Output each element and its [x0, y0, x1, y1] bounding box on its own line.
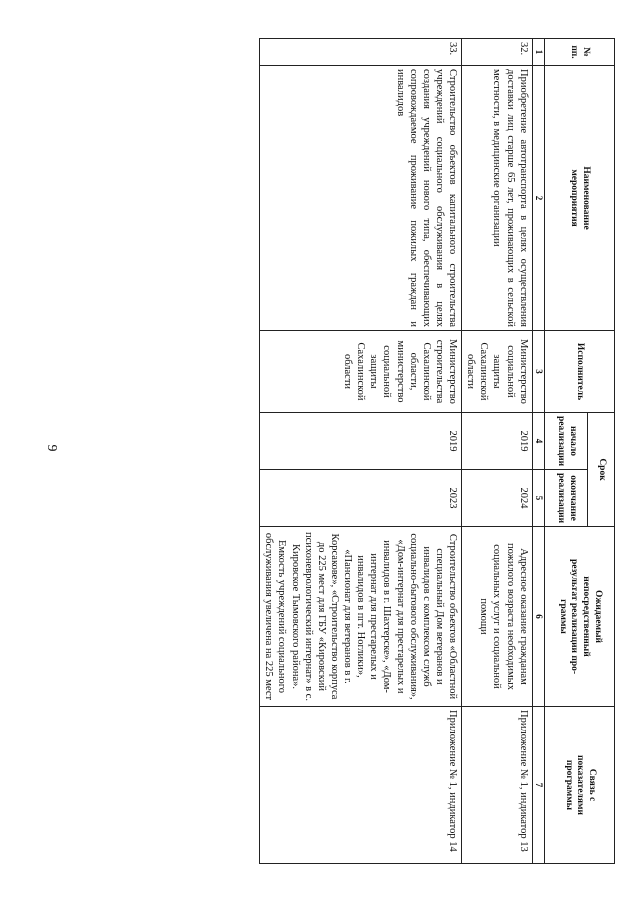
- table-row: [462, 39, 533, 864]
- column-number: 7: [532, 707, 544, 864]
- header-link: Связь с показателями программы: [545, 707, 615, 864]
- column-number: 6: [532, 527, 544, 707]
- header-num: № пп.: [545, 39, 615, 66]
- column-number: 2: [532, 66, 544, 331]
- header-end: окончание реализации: [545, 470, 588, 527]
- row-executor: Министерство строительства Сахалинской области, министерство социальной защиты Сахалинской области: [260, 331, 462, 413]
- header-executor: Исполнитель: [545, 331, 615, 413]
- header-result: Ожидаемый непосредственный результат реализации про- граммы: [545, 527, 615, 707]
- program-measures-table: [259, 38, 615, 864]
- column-number: 5: [532, 470, 544, 527]
- header-start: начало реализации: [545, 413, 588, 470]
- row-result: Адресное оказание гражданам пожилого возраста необходимых социальных услуг и социальной помощи: [462, 527, 533, 707]
- row-name: Строительство объектов капитального строительства учреждений социального обслуживания в целях создания учреждений нового типа, обеспечивающих сопровождаемое проживание пожилых граждан и инвалидов: [260, 66, 462, 331]
- row-link: Приложение № 1, индикатор 14: [260, 707, 462, 864]
- column-number: 4: [532, 413, 544, 470]
- row-start: 2019: [260, 413, 462, 470]
- column-number-row: [532, 39, 544, 864]
- rotated-sheet: [90, 38, 615, 863]
- row-num: 32.: [462, 39, 533, 66]
- table-wrapper: [90, 38, 615, 863]
- row-name: Приобретение автотранспорта в целях осуществления доставки лиц старше 65 лет, проживающих в сельской местности, в медицинские организации: [462, 66, 533, 331]
- row-link: Приложение № 1, индикатор 13: [462, 707, 533, 864]
- row-result: Строительство объектов «Областной специальный Дом ветеранов и инвалидов с комплексом служб социально-бытового обслуживания», «Дом-интернат для престарелых и инвалидов в г. Шахтерске», «Дом-интернат для престарелых и инвалидов в пгт. Ноглики», «Пансионат для ветеранов в г. Корсакове», «Строительство корпуса до 225 мест для ГБУ «Кировский психоневрологический интернат» в с. Кировское Тымовского района». Емкость учреждений социального обслуживания увеличена на 225 мест: [260, 527, 462, 707]
- header-term: Срок: [588, 413, 615, 527]
- row-end: 2023: [260, 470, 462, 527]
- row-start: 2019: [462, 413, 533, 470]
- header-row: [588, 39, 615, 864]
- table-row: [260, 39, 462, 864]
- row-executor: Министерство социальной защиты Сахалинской области: [462, 331, 533, 413]
- column-number: 1: [532, 39, 544, 66]
- column-number: 3: [532, 331, 544, 413]
- row-end: 2024: [462, 470, 533, 527]
- row-num: 33.: [260, 39, 462, 66]
- header-name: Наименование мероприятия: [545, 66, 615, 331]
- page-number: 9: [44, 444, 59, 452]
